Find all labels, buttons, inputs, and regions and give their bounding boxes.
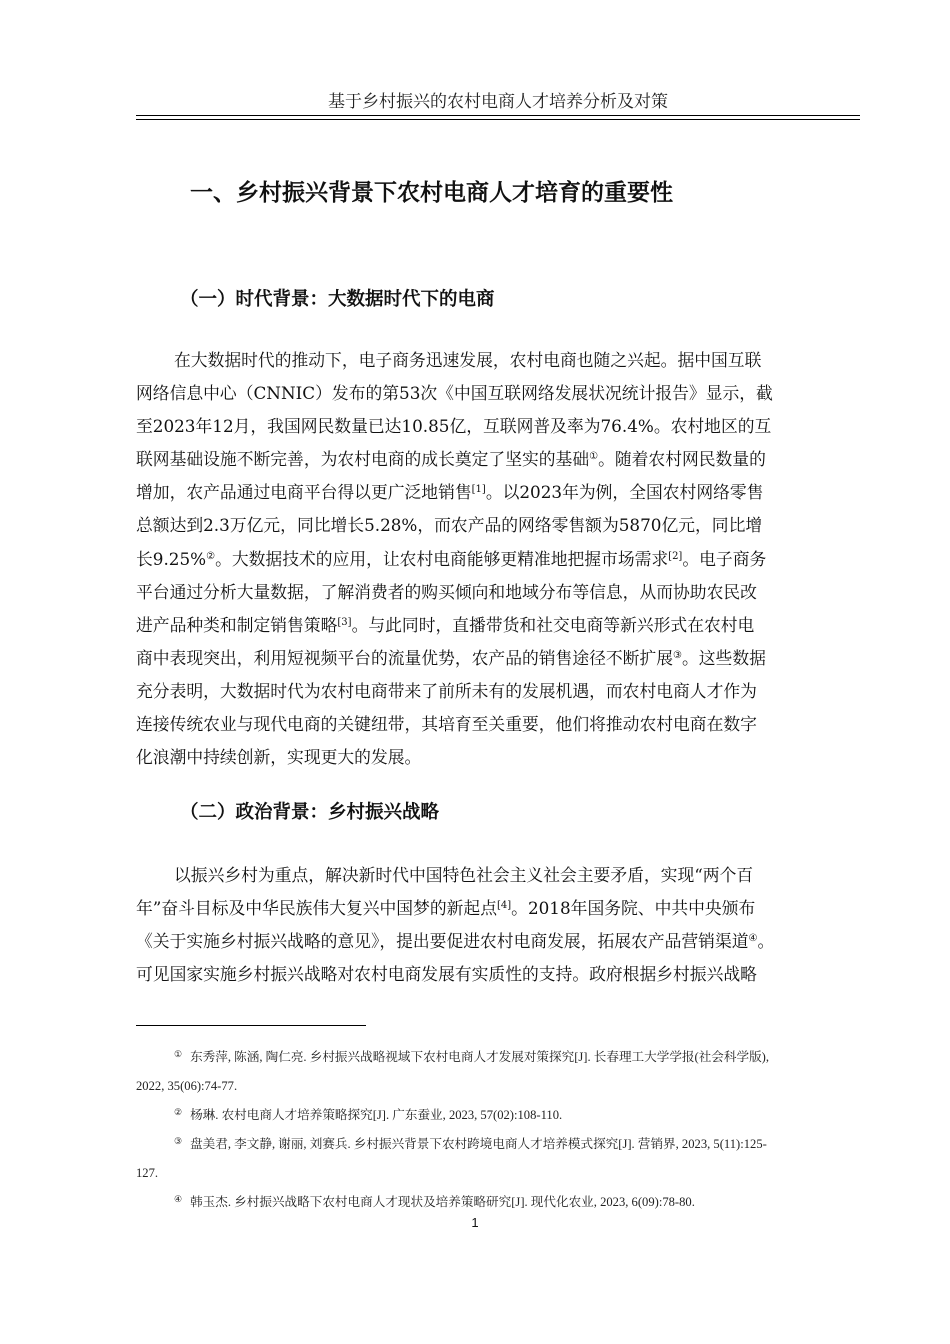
paragraph-line: 在大数据时代的推动下，电子商务迅速发展，农村电商也随之兴起。据中国互联 (174, 350, 762, 370)
text-fragment: 长9.25% (136, 548, 207, 569)
section-title: 一、乡村振兴背景下农村电商人才培育的重要性 (190, 180, 673, 206)
footnote-text: 东秀萍, 陈涵, 陶仁亮. 乡村振兴战略视域下农村电商人才发展对策探究[J]. 长春理工大学学报(社会科学版), (190, 1050, 770, 1064)
footnote (136, 1127, 860, 1188)
paragraph-line: 化浪潮中持续创新，实现更大的发展。 (136, 747, 422, 768)
text-fragment: 《关于实施乡村振兴战略的意见》，提出要促进农村电商发展，拓展农产品营销渠道 (136, 931, 749, 952)
footnote-text: 盘美君, 李文静, 谢丽, 刘赛兵. 乡村振兴背景下农村跨境电商人才培养模式探究[J]. 营销界, 2023, 5(11):125- (190, 1137, 767, 1151)
footnote (136, 1185, 860, 1217)
header-title: 基于乡村振兴的农村电商人才培养分析及对策 (328, 92, 668, 112)
text-fragment: 商中表现突出，利用短视频平台的流量优势，农产品的销售途径不断扩展 (136, 647, 674, 668)
citation-ref[interactable]: [2] (668, 550, 683, 562)
page-number: 1 (471, 1215, 479, 1230)
paragraph-line (136, 925, 860, 958)
footnote-mark: ③ (174, 1136, 183, 1146)
text-fragment: 。以2023年为例，全国农村网络零售 (485, 482, 764, 503)
footnote-marker[interactable]: ① (589, 451, 599, 463)
paragraph-line (136, 642, 860, 675)
footnote-separator (136, 1025, 366, 1026)
paragraph-line: 可见国家实施乡村振兴战略对农村电商发展有实质性的支持。政府根据乡村振兴战略 (136, 964, 757, 985)
paragraph-line: 以振兴乡村为重点，解决新时代中国特色社会主义社会主要矛盾，实现“两个百 (174, 865, 754, 885)
header-rule-thick (136, 115, 860, 116)
footnote (136, 1040, 860, 1101)
text-fragment: 。2018年国务院、中共中央颁布 (511, 898, 756, 919)
text-fragment: 。与此同时，直播带货和社交电商等新兴形式在农村电 (351, 614, 755, 635)
text-fragment: 联网基础设施不断完善，为农村电商的成长奠定了坚实的基础 (136, 449, 590, 470)
paragraph-line (136, 609, 860, 642)
footnote-marker[interactable]: ② (206, 550, 216, 562)
paragraph-2 (136, 859, 860, 991)
footnote-text: 韩玉杰. 乡村振兴战略下农村电商人才现状及培养策略研究[J]. 现代化农业, 2023, 6(09):78-80. (190, 1195, 695, 1209)
footnote-text: 杨琳. 农村电商人才培养策略探究[J]. 广东蚕业, 2023, 57(02):108-110. (190, 1108, 563, 1122)
text-fragment: 。电子商务 (682, 548, 767, 569)
text-fragment: 年”奋斗目标及中华民族伟大复兴中国梦的新起点 (136, 898, 497, 919)
footnote-text: 127. (136, 1166, 159, 1180)
text-fragment: 进产品种类和制定销售策略 (136, 614, 338, 635)
paragraph-line (136, 543, 860, 576)
paragraph-1 (136, 344, 860, 774)
header-rule-thin (136, 119, 860, 120)
text-fragment: 。 (757, 931, 775, 952)
footnote-marker[interactable]: ④ (748, 933, 758, 945)
paragraph-line: 网络信息中心（CNNIC）发布的第53次《中国互联网络发展状况统计报告》显示，截 (136, 383, 773, 404)
text-fragment: 增加，农产品通过电商平台得以更广泛地销售 (136, 482, 472, 503)
paragraph-line (136, 476, 860, 509)
paragraph-line: 充分表明，大数据时代为农村电商带来了前所未有的发展机遇，而农村电商人才作为 (136, 680, 757, 701)
footnote-mark: ① (174, 1049, 183, 1059)
footnote (136, 1098, 860, 1130)
footnote-mark: ④ (174, 1194, 183, 1204)
text-fragment: 。这些数据 (681, 647, 766, 668)
text-fragment: 。随着农村网民数量的 (598, 449, 766, 470)
citation-ref[interactable]: [4] (497, 900, 512, 912)
footnote-marker[interactable]: ③ (673, 649, 682, 661)
paragraph-line: 至2023年12月，我国网民数量已达10.85亿，互联网普及率为76.4%。农村地区的互 (136, 416, 772, 437)
subsection-title-1: （一）时代背景：大数据时代下的电商 (180, 289, 495, 310)
paragraph-line: 总额达到2.3万亿元，同比增长5.28%，而农产品的网络零售额为5870亿元，同比增 (136, 515, 763, 536)
footnote-mark: ② (174, 1107, 183, 1117)
paragraph-line (136, 443, 860, 476)
footnote-text: 2022, 35(06):74-77. (136, 1079, 238, 1093)
citation-ref[interactable]: [1] (471, 484, 486, 496)
text-fragment: 。大数据技术的应用，让农村电商能够更精准地把握市场需求 (215, 548, 669, 569)
citation-ref[interactable]: [3] (337, 616, 352, 628)
subsection-title-2: （二）政治背景：乡村振兴战略 (180, 802, 440, 823)
paragraph-line: 连接传统农业与现代电商的关键纽带，其培育至关重要，他们将推动农村电商在数字 (136, 714, 757, 735)
paragraph-line: 平台通过分析大量数据，了解消费者的购买倾向和地域分布等信息，从而协助农民改 (136, 581, 757, 602)
paragraph-line (136, 892, 860, 925)
